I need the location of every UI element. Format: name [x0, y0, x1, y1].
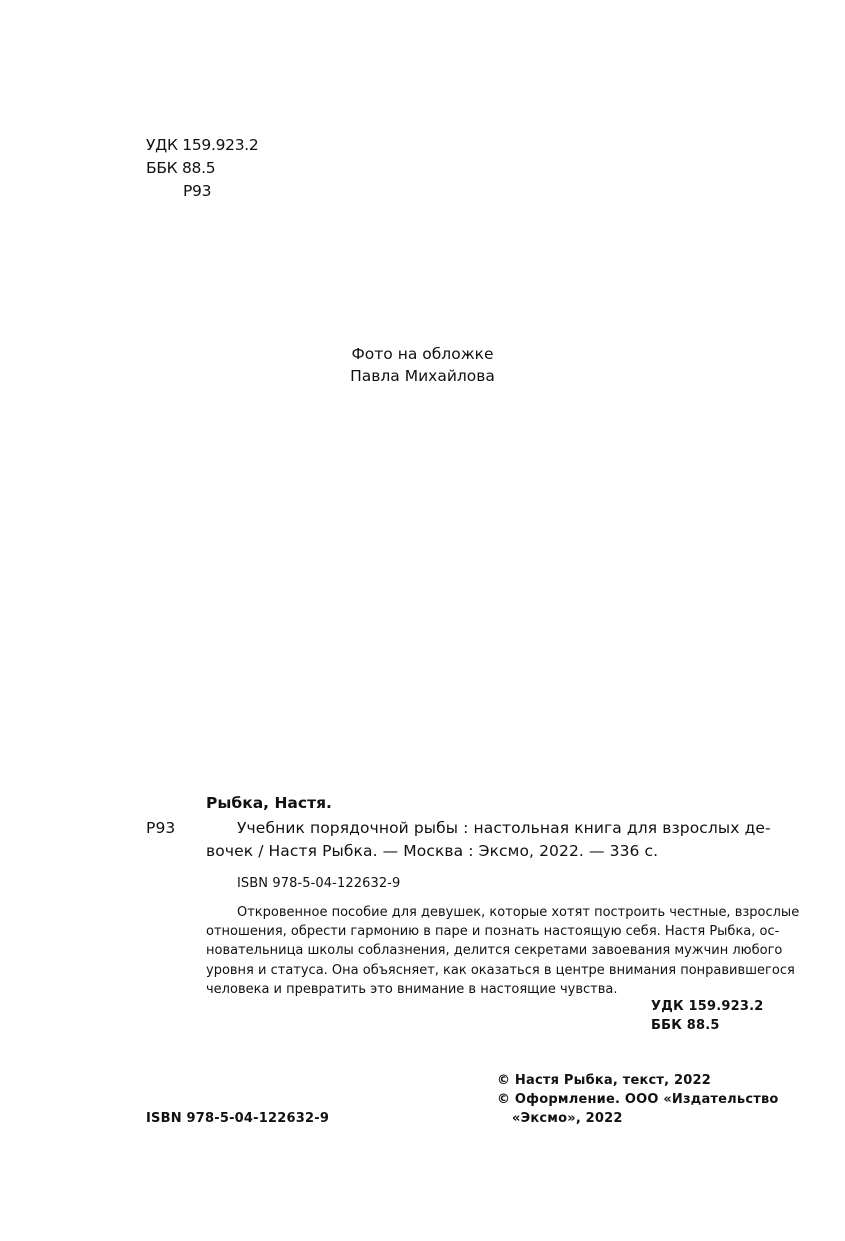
catalog-description-line1: Учебник порядочной рыбы : настольная книга для взрослых де-: [237, 819, 771, 837]
catalog-bbk: ББК 88.5: [651, 1018, 720, 1033]
footer-copyright-design-line2: «Эксмо», 2022: [512, 1111, 623, 1126]
catalog-author: Рыбка, Настя.: [206, 794, 332, 812]
catalog-description-line2: вочек / Настя Рыбка. — Москва : Эксмо, 2022. — 336 с.: [206, 842, 659, 860]
footer-copyright-design-line1: © Оформление. ООО «Издательство: [497, 1092, 779, 1107]
catalog-udk: УДК 159.923.2: [651, 999, 764, 1014]
catalog-author-mark: Р93: [146, 819, 176, 837]
annotation-line: новательница школы соблазнения, делится секретами завоевания мужчин любого: [206, 943, 783, 959]
footer-copyright-text: © Настя Рыбка, текст, 2022: [497, 1073, 711, 1088]
annotation-line: уровня и статуса. Она объясняет, как оказаться в центре внимания понравившегося: [206, 962, 795, 978]
header-author-mark: Р93: [183, 182, 212, 200]
catalog-isbn: ISBN 978-5-04-122632-9: [237, 876, 401, 891]
header-udk: УДК 159.923.2: [146, 136, 259, 154]
header-bbk: ББК 88.5: [146, 159, 216, 177]
photo-credit-label: Фото на обложке: [351, 345, 494, 363]
annotation-line: Откровенное пособие для девушек, которые хотят построить честные, взрослые: [237, 905, 800, 920]
annotation-line: отношения, обрести гармонию в паре и познать настоящую себя. Настя Рыбка, ос-: [206, 924, 780, 940]
photo-credit-name: Павла Михайлова: [350, 367, 495, 385]
footer-isbn: ISBN 978-5-04-122632-9: [146, 1111, 330, 1126]
catalog-annotation: [206, 903, 800, 999]
annotation-line: человека и превратить это внимание в настоящие чувства.: [206, 981, 618, 997]
